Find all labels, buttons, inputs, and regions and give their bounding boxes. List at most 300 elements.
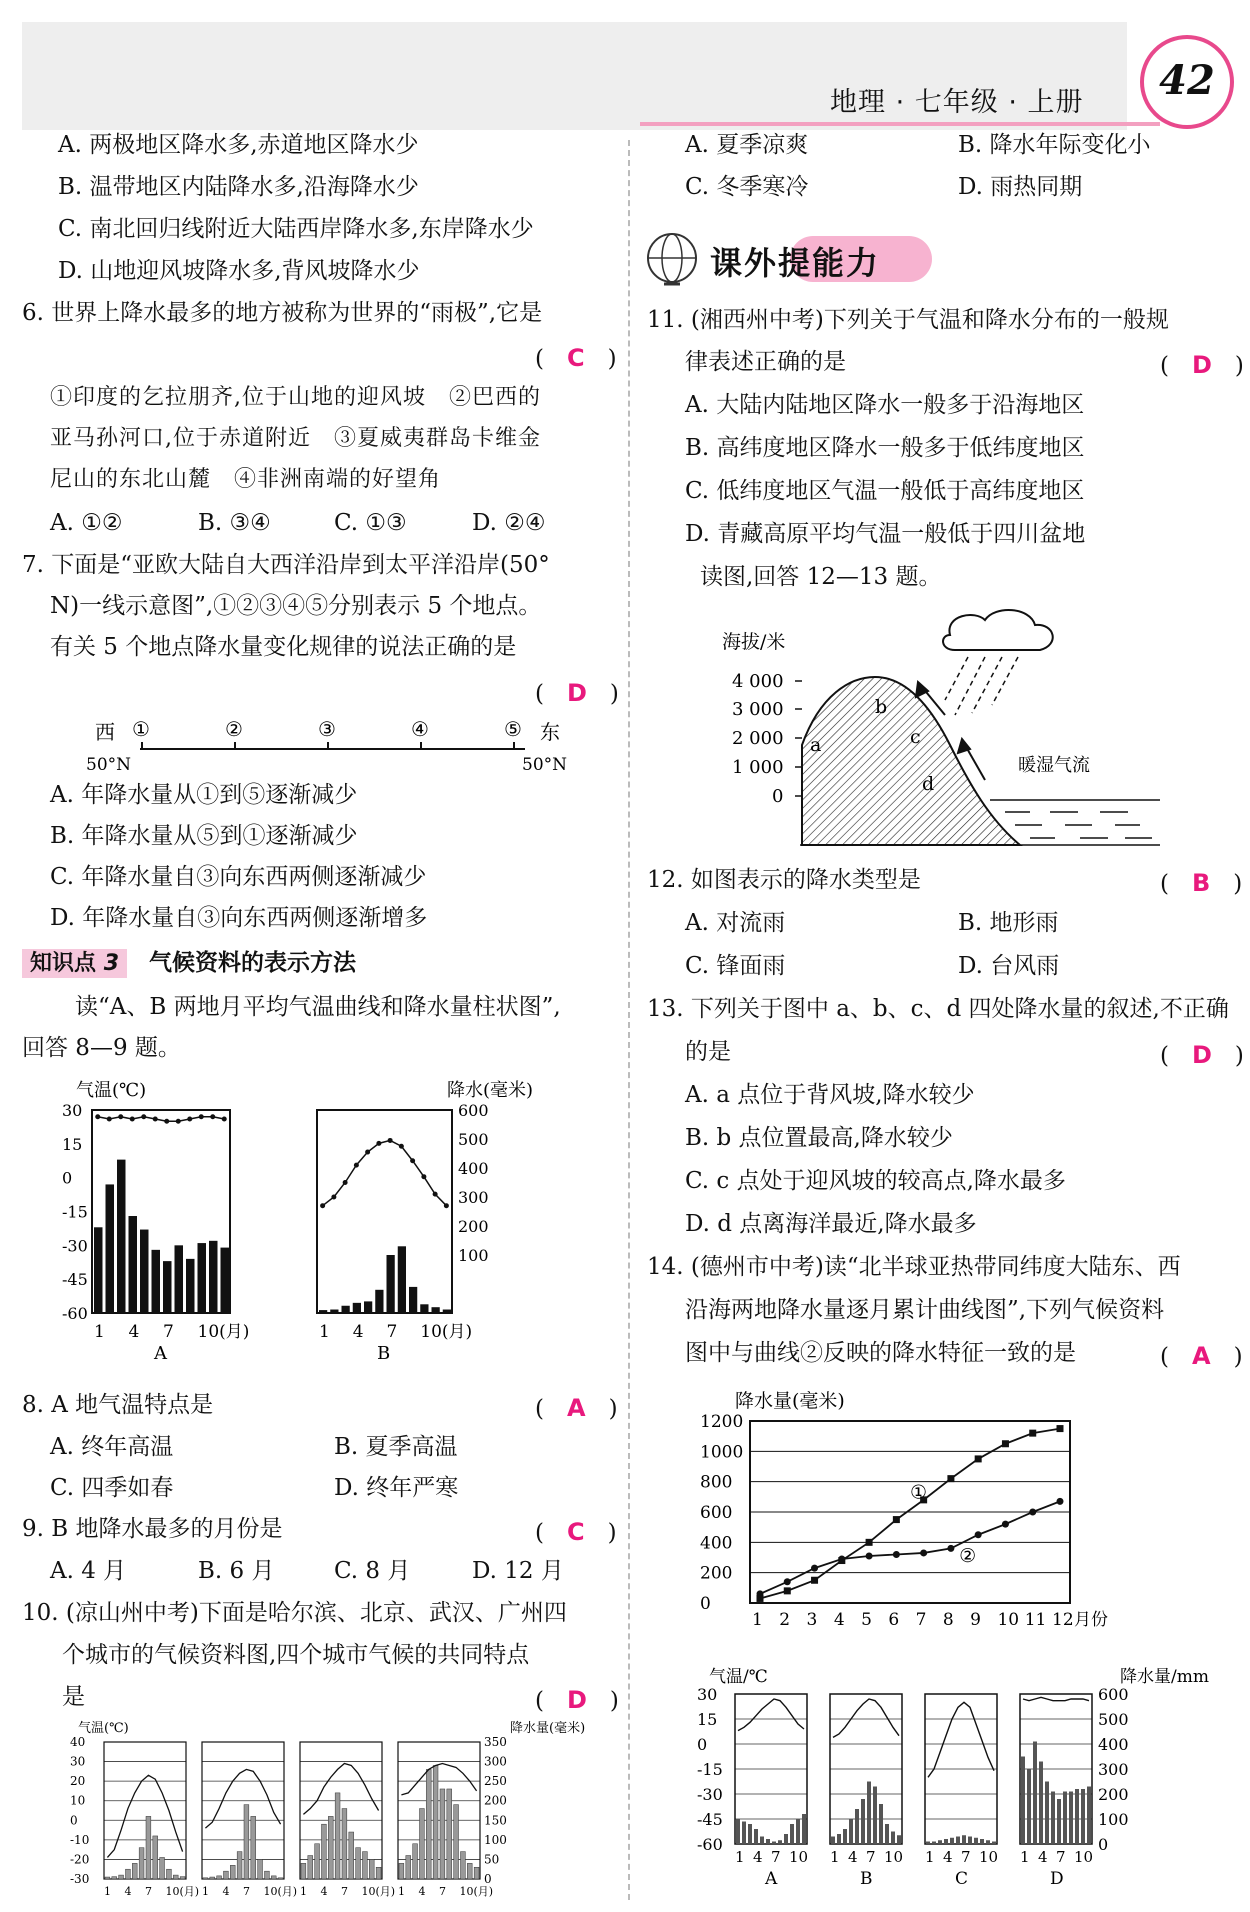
cities-bar [203, 1878, 208, 1879]
mountain-tick-3000: 3 000 [732, 699, 784, 720]
cum-point [893, 1516, 900, 1523]
abcd-xtick: 1 [735, 1848, 745, 1866]
abcd-xtick: 1 [1020, 1848, 1030, 1866]
q14-line-2: 沿海两地降水量逐月累计曲线图”,下列气候资料 [685, 1297, 1165, 1323]
chart-b-bar [364, 1301, 372, 1313]
section-banner [640, 228, 940, 290]
chart-a-temp-point [141, 1114, 146, 1119]
chart-a-xtick: 10(月) [197, 1322, 250, 1342]
cities-bar [230, 1865, 235, 1879]
cities-bar [173, 1875, 178, 1879]
cities-bar [105, 1877, 110, 1879]
q13-option-d: D. d 点离海洋最近,降水最多 [685, 1211, 977, 1237]
mountain-point-a: a [810, 734, 822, 756]
abcd-bar [790, 1824, 794, 1844]
abcd-panel-label: D [1050, 1869, 1064, 1889]
abcd-xtick: 4 [848, 1848, 858, 1866]
q5-option-d: D. 山地迎风坡降水多,背风坡降水少 [58, 258, 420, 284]
cities-xtick: 4 [222, 1885, 230, 1898]
cities-bar [224, 1871, 229, 1879]
mountain-point-b: b [875, 696, 888, 718]
chart-a-ytick: -45 [62, 1270, 88, 1290]
cities-bar [251, 1816, 256, 1879]
chart-a-temp-point [176, 1119, 181, 1124]
abcd-ytick-left: 0 [697, 1735, 708, 1754]
cities-ylabel-right: 降水量(毫米) [510, 1721, 586, 1736]
cum-series-label: ① [910, 1481, 928, 1504]
cities-ytick-left: -20 [70, 1852, 90, 1867]
q14-line-3: 图中与曲线②反映的降水特征一致的是 [685, 1340, 1076, 1366]
q7-points [132, 717, 522, 749]
cum-point [866, 1552, 873, 1559]
abcd-bar [1021, 1757, 1025, 1845]
cities-ytick-left: -30 [70, 1872, 90, 1886]
chart-a-bar [140, 1230, 149, 1313]
cities-ytick-right: 50 [484, 1852, 500, 1867]
cities-xtick: 4 [124, 1885, 132, 1898]
cities-bar [278, 1878, 283, 1879]
q7-west-label: 西 [95, 720, 115, 744]
chart-a-xtick: 1 [94, 1322, 105, 1342]
chart-a-temp-point [130, 1117, 135, 1122]
cum-xtick: 8 [942, 1610, 954, 1630]
chart-a-bar [175, 1245, 184, 1313]
abcd-bar [980, 1839, 984, 1844]
cum-xtick: 11 [1024, 1610, 1047, 1630]
q6-stem: 6. 世界上降水最多的地方被称为世界的“雨极”,它是 [22, 300, 543, 326]
q10-line-3: 是 [62, 1684, 85, 1710]
cities-bar [180, 1877, 185, 1879]
chart-b-temp-point [444, 1203, 449, 1208]
q7-east-label: 东 [540, 720, 560, 744]
abcd-bar [1039, 1762, 1043, 1845]
cum-xtick: 3 [806, 1610, 818, 1630]
chart-a-temp-point [222, 1117, 227, 1122]
q12-option-b: B. 地形雨 [958, 910, 1059, 936]
chart-b-temp-point [399, 1144, 404, 1149]
q8-answer-box: ( A ) [535, 1394, 618, 1422]
abcd-bar [843, 1829, 847, 1844]
chart-b-ytick: 500 [458, 1130, 489, 1149]
chart-b-ytick: 400 [458, 1159, 489, 1178]
cum-ytick: 400 [700, 1533, 733, 1554]
chart-b-xtick: 1 [319, 1322, 330, 1342]
cum-xtick: 9 [970, 1610, 982, 1630]
cities-ytick-right: 250 [484, 1774, 507, 1789]
cum-point [784, 1587, 791, 1594]
climate-charts-abcd [695, 1662, 1235, 1907]
q9-option-a: A. 4 月 [50, 1558, 127, 1584]
cities-bar [146, 1816, 151, 1879]
mountain-tick-2000: 2 000 [732, 728, 784, 749]
q12-answer-box: ( B ) [1160, 869, 1243, 897]
cum-series-line [760, 1501, 1060, 1594]
q14-line-1: 14. (德州市中考)读“北半球亚热带同纬度大陆东、西 [647, 1254, 1181, 1280]
q13-line-1: 13. 下列关于图中 a、b、c、d 四处降水量的叙述,不正确 [647, 996, 1229, 1022]
q10-line-2: 个城市的气候资料图,四个城市气候的共同特点 [62, 1642, 530, 1668]
chart-b-temp-point [388, 1138, 393, 1143]
chart-b-ytick: 100 [458, 1246, 489, 1265]
rain-lines [945, 657, 1018, 715]
cities-bar [119, 1875, 124, 1879]
abcd-bar [1033, 1742, 1037, 1845]
mountain-tick-4000: 4 000 [732, 671, 784, 692]
chart-b-ytick: 300 [458, 1188, 489, 1207]
abcd-bar [778, 1840, 782, 1844]
q12-option-c: C. 锋面雨 [685, 953, 786, 979]
q7-line-3: 有关 5 个地点降水量变化规律的说法正确的是 [50, 634, 517, 660]
cities-temp-line [107, 1775, 182, 1857]
abcd-ytick-right: 0 [1098, 1835, 1109, 1854]
cumulative-plot [700, 1412, 1108, 1630]
abcd-bar [1057, 1799, 1061, 1844]
abcd-xtick: 7 [771, 1848, 781, 1866]
abcd-bar [867, 1782, 871, 1845]
abcd-bar [956, 1837, 960, 1845]
chart-b-ytick: 200 [458, 1217, 489, 1236]
kp-title: 气候资料的表示方法 [148, 950, 356, 976]
abcd-ytick-left: -60 [697, 1835, 723, 1854]
header-underline [640, 122, 1160, 126]
cities-temp-line [401, 1764, 476, 1795]
q12-stem: 12. 如图表示的降水类型是 [647, 867, 921, 893]
subject-title: 地理 · 七年级 · 上册 [830, 87, 1084, 118]
abcd-bar [879, 1804, 883, 1844]
cum-point [975, 1455, 982, 1462]
q89-intro-1: 读“A、B 两地月平均气温曲线和降水量柱状图”, [75, 994, 561, 1020]
cities-xtick: 10(月) [165, 1885, 200, 1898]
cum-series-label: ② [959, 1545, 977, 1568]
cities-bar [112, 1877, 117, 1879]
abcd-bar [861, 1799, 865, 1844]
abcd-bar [748, 1824, 752, 1844]
cum-point [1029, 1509, 1036, 1516]
q6-line-3: 尼山的东北山麓 ④非洲南端的好望角 [50, 467, 442, 492]
chart-b-temp-line [323, 1140, 447, 1205]
cum-xtick: 1 [752, 1610, 763, 1630]
chart-a-temp-point [118, 1114, 123, 1119]
chart-b-ytick: 600 [458, 1101, 489, 1120]
cum-point [975, 1531, 982, 1538]
q13-option-b: B. b 点位置最高,降水较少 [685, 1125, 953, 1151]
cum-xtick: 6 [888, 1610, 900, 1630]
cities-ytick-left: 20 [70, 1774, 86, 1789]
abcd-bar [992, 1842, 996, 1845]
chart-b-ylabel: 降水(毫米) [447, 1080, 534, 1101]
cum-point [947, 1475, 954, 1482]
abcd-bar [1087, 1787, 1091, 1845]
chart-b-bar [342, 1306, 350, 1313]
cities-bar [447, 1789, 452, 1879]
cumulative-ylabel: 降水量(毫米) [735, 1390, 845, 1412]
q7-point-1: ① [132, 717, 150, 741]
chart-b-temp-point [365, 1150, 370, 1155]
q11-answer: D [1191, 351, 1212, 379]
chart-a-temp-point [164, 1119, 169, 1124]
chart-b-bar [409, 1287, 417, 1313]
abcd-temp-line [738, 1699, 804, 1731]
q10-option-d: D. 雨热同期 [958, 174, 1083, 200]
cities-xtick: 10(月) [361, 1885, 396, 1898]
chart-b-temp-point [410, 1158, 415, 1163]
q9-option-d: D. 12 月 [472, 1558, 564, 1584]
cum-point [811, 1565, 818, 1572]
cities-bar [413, 1844, 418, 1879]
abcd-temp-line [833, 1699, 899, 1737]
chart-a-title: A [154, 1343, 167, 1364]
chart-a [62, 1101, 249, 1364]
abcd-temp-line [928, 1702, 994, 1777]
cities-bar [369, 1859, 374, 1879]
cities-bar [474, 1867, 479, 1879]
cum-xtick: 12 [1052, 1610, 1074, 1630]
q14-answer: A [1191, 1342, 1211, 1370]
q7-lat-right: 50°N [522, 755, 568, 775]
cities-panel-frame [202, 1742, 284, 1879]
chart-b-xtick: 4 [352, 1322, 364, 1342]
abcd-xtick: 7 [961, 1848, 971, 1866]
cities-xtick: 4 [320, 1885, 328, 1898]
cities-bar [461, 1852, 466, 1879]
abcd-bar [849, 1819, 853, 1844]
abcd-panel-label: C [955, 1869, 969, 1889]
chart-b-bar [330, 1310, 338, 1313]
cities-ylabel-left: 气温(℃) [78, 1721, 129, 1736]
cities-temp-line [303, 1764, 378, 1815]
cum-point [893, 1551, 900, 1558]
cities-bar [132, 1863, 137, 1879]
cities-xtick: 10(月) [459, 1885, 494, 1898]
q8-option-a: A. 终年高温 [50, 1434, 174, 1460]
abcd-xtick: 4 [943, 1848, 953, 1866]
chart-a-ytick: 0 [62, 1168, 73, 1188]
q7-point-4: ④ [411, 717, 429, 741]
cities-bar [426, 1769, 431, 1879]
q12-answer: B [1191, 869, 1211, 897]
abcd-bar [796, 1819, 800, 1844]
abcd-bar [1063, 1792, 1067, 1845]
abcd-ytick-right: 500 [1098, 1710, 1129, 1729]
cum-point [866, 1539, 873, 1546]
q11-option-a: A. 大陆内陆地区降水一般多于沿海地区 [685, 392, 1085, 418]
abcd-bar [772, 1842, 776, 1845]
q9-answer: C [566, 1518, 585, 1546]
q9-option-b: B. 6 月 [198, 1558, 275, 1584]
cities-bar [454, 1805, 459, 1879]
chart-a-temp-point [199, 1114, 204, 1119]
chart-b-bar [432, 1307, 440, 1313]
q7-answer-box: ( D ) [535, 679, 619, 707]
q5-option-a: A. 两极地区降水多,赤道地区降水少 [58, 132, 419, 158]
chart-b-bar [375, 1290, 383, 1313]
chart-b-bar [319, 1310, 327, 1313]
q8-option-b: B. 夏季高温 [334, 1434, 458, 1460]
abcd-bar [897, 1835, 901, 1844]
chart-a-ytick: -60 [62, 1304, 88, 1323]
q11-answer-box: ( D ) [1160, 351, 1244, 379]
abcd-ytick-left: 15 [697, 1710, 718, 1729]
cum-point [784, 1578, 791, 1585]
cum-xtick: 2 [779, 1610, 791, 1630]
cities-ytick-right: 100 [484, 1832, 507, 1847]
abcd-bar [938, 1840, 942, 1844]
chart-b-temp-point [421, 1174, 426, 1179]
abcd-ylabel-right: 降水量/mm [1120, 1667, 1209, 1687]
q6-line-1: ①印度的乞拉朋齐,位于山地的迎风坡 ②巴西的 [50, 385, 541, 410]
cities-bar [433, 1765, 438, 1879]
q6-option-c: C. ①③ [334, 510, 407, 536]
chart-b-temp-point [320, 1203, 325, 1208]
cities-ytick-right: 350 [484, 1735, 507, 1749]
cum-point [920, 1549, 927, 1556]
q1213-intro: 读图,回答 12—13 题。 [700, 564, 942, 590]
abcd-bar [1027, 1769, 1031, 1844]
chart-b-xtick: 7 [386, 1322, 398, 1342]
cities-bar [328, 1816, 333, 1879]
chart-b-bar [398, 1246, 406, 1313]
section-title: 课外提能力 [710, 244, 881, 282]
cities-bar [335, 1793, 340, 1879]
chart-a-bar [209, 1241, 218, 1313]
q6-answer-box: ( C ) [535, 344, 617, 372]
cities-xtick: 10(月) [263, 1885, 298, 1898]
abcd-ytick-left: -30 [697, 1785, 723, 1804]
cum-point [1029, 1430, 1036, 1437]
abcd-bar [986, 1840, 990, 1844]
abcd-bar [968, 1837, 972, 1845]
cities-panels [70, 1735, 507, 1898]
cities-bar [167, 1869, 172, 1879]
abcd-bar [885, 1824, 889, 1844]
q6-answer: C [566, 344, 585, 372]
q7-lat-left: 50°N [86, 755, 132, 775]
cities-bar [301, 1863, 306, 1879]
cum-xlabel: 月份 [1074, 1610, 1108, 1630]
abcd-xtick: 10 [1074, 1848, 1094, 1866]
abcd-xtick: 7 [1056, 1848, 1066, 1866]
cum-ytick: 600 [700, 1503, 733, 1523]
mountain-tick-0: 0 [772, 786, 784, 807]
abcd-bar [932, 1842, 936, 1845]
chart-a-bar [94, 1227, 103, 1313]
abcd-bar [891, 1832, 895, 1845]
chart-b-title: B [377, 1343, 391, 1364]
abcd-ytick-right: 100 [1098, 1810, 1129, 1829]
cities-bar [322, 1824, 327, 1879]
q11-option-b: B. 高纬度地区降水一般多于低纬度地区 [685, 435, 1085, 461]
chart-a-bar [186, 1259, 195, 1313]
q7-option-b: B. 年降水量从⑤到①逐渐减少 [50, 823, 358, 849]
chart-a-ytick: 30 [62, 1101, 83, 1120]
cum-ytick: 0 [700, 1594, 711, 1614]
q7-line-1: 7. 下面是“亚欧大陆自大西洋沿岸到太平洋沿岸(50° [22, 552, 550, 578]
kp-badge: 知识点 3 [22, 949, 127, 978]
chart-a-bar [129, 1216, 138, 1313]
q8-option-c: C. 四季如春 [50, 1475, 174, 1501]
cumulative-chart [695, 1385, 1235, 1635]
q7-point-2: ② [225, 717, 243, 741]
q13-option-c: C. c 点处于迎风坡的较高点,降水最多 [685, 1168, 1066, 1194]
chart-b-bar [353, 1303, 361, 1313]
cum-point [838, 1556, 845, 1563]
chart-a-temp-point [210, 1114, 215, 1119]
cities-bar [376, 1867, 381, 1879]
mountain-diagram [700, 605, 1170, 855]
q14-answer-box: ( A ) [1160, 1342, 1243, 1370]
q13-line-2: 的是 [685, 1039, 731, 1065]
abcd-xtick: 7 [866, 1848, 876, 1866]
q11-line-1: 11. (湘西州中考)下列关于气温和降水分布的一般规 [647, 307, 1169, 333]
abcd-bar [1075, 1789, 1079, 1844]
cities-xtick: 1 [202, 1885, 209, 1898]
chart-a-ytick: 15 [62, 1134, 83, 1154]
abcd-xtick: 10 [884, 1848, 904, 1866]
abcd-bar [974, 1838, 978, 1844]
cum-point [1057, 1498, 1064, 1505]
q11-option-d: D. 青藏高原平均气温一般低于四川盆地 [685, 521, 1086, 547]
q10-answer-box: ( D ) [535, 1686, 619, 1714]
cities-bar [210, 1877, 215, 1879]
abcd-bar [855, 1809, 859, 1844]
airflow-label: 暖湿气流 [1018, 755, 1090, 776]
q10-answer: D [566, 1686, 587, 1714]
cities-xtick: 7 [145, 1885, 152, 1898]
cities-bar [126, 1869, 131, 1879]
q11-option-c: C. 低纬度地区气温一般低于高纬度地区 [685, 478, 1085, 504]
cities-ytick-right: 150 [484, 1813, 507, 1828]
abcd-xtick: 4 [1038, 1848, 1048, 1866]
abcd-bar [944, 1839, 948, 1844]
cum-ytick: 1200 [700, 1412, 744, 1432]
cum-ytick: 200 [700, 1563, 733, 1584]
cities-bar [467, 1863, 472, 1879]
q6-line-2: 亚马孙河口,位于赤道附近 ③夏威夷群岛卡维金 [50, 426, 541, 451]
chart-a-bar [117, 1160, 126, 1313]
chart-a-bar [106, 1184, 115, 1313]
chart-b-xtick: 10(月) [420, 1322, 473, 1342]
abcd-ytick-right: 200 [1098, 1785, 1129, 1804]
sea-waves [990, 800, 1160, 838]
cities-bar [237, 1852, 242, 1879]
chart-a-ytick: -30 [62, 1236, 88, 1256]
cities-bar [308, 1856, 313, 1879]
q8-answer: A [566, 1394, 586, 1422]
q13-answer-box: ( D ) [1160, 1041, 1244, 1069]
mountain-shape [802, 677, 1020, 845]
mountain-point-d: d [922, 773, 935, 795]
abcd-panels [697, 1685, 1129, 1889]
q7-option-a: A. 年降水量从①到⑤逐渐减少 [50, 782, 358, 808]
chart-ab [62, 1072, 622, 1382]
cum-xtick: 5 [861, 1610, 872, 1630]
cities-bar [349, 1832, 354, 1879]
page-number: 42 [1140, 35, 1234, 129]
cities-xtick: 1 [300, 1885, 307, 1898]
q6-option-b: B. ③④ [198, 510, 271, 536]
chart-a-temp-point [95, 1114, 100, 1119]
cities-ytick-right: 300 [484, 1754, 507, 1769]
q7-option-c: C. 年降水量自③向东西两侧逐渐减少 [50, 864, 427, 890]
cities-ytick-left: 0 [70, 1813, 78, 1828]
chart-a-ytick: -15 [62, 1202, 88, 1222]
cum-point [757, 1590, 764, 1597]
abcd-xtick: 1 [830, 1848, 840, 1866]
q89-intro-2: 回答 8—9 题。 [22, 1035, 181, 1061]
chart-b-temp-point [433, 1192, 438, 1197]
q6-option-d: D. ②④ [472, 510, 546, 536]
cum-point [1057, 1425, 1064, 1432]
abcd-bar [754, 1829, 758, 1844]
